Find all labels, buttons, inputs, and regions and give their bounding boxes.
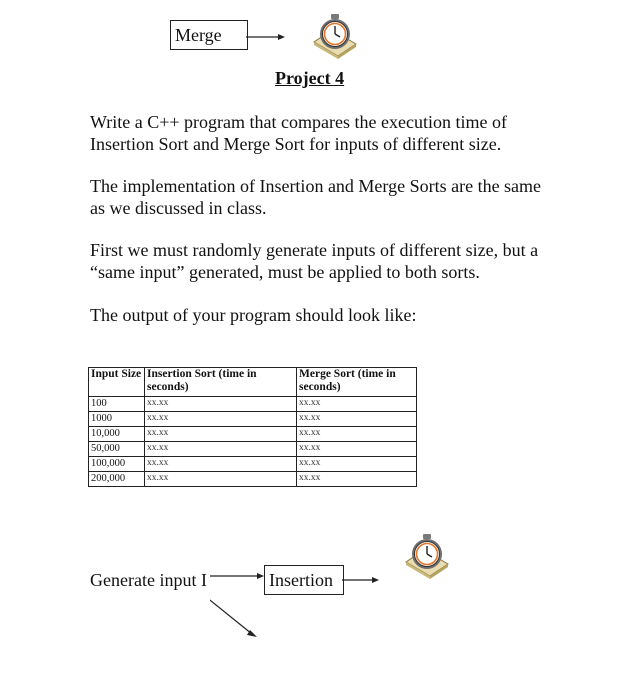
table-row [89, 442, 417, 457]
insertion-arrow [342, 575, 382, 585]
paragraph-intro: Write a C++ program that compares the execution time of Insertion Sort and Merge Sort for inputs of different size. [90, 112, 507, 154]
cell-insertion-time: xx.xx [145, 457, 297, 472]
insertion-box: Insertion [264, 565, 344, 595]
cell-input-size: 100,000 [89, 457, 145, 472]
paragraph-inputs: First we must randomly generate inputs of different size, but a “same input” generated, must be applied to both sorts. [90, 240, 539, 282]
cell-merge-time: xx.xx [297, 412, 417, 427]
stopwatch-icon [400, 532, 452, 587]
stopwatch-icon [308, 12, 360, 67]
table-row [89, 427, 417, 442]
paragraph-implementation: The implementation of Insertion and Merge Sorts are the same as we discussed in class. [90, 176, 542, 218]
table-row [89, 472, 417, 487]
generate-arrows [210, 570, 270, 642]
generate-input-label: Generate input I [90, 570, 207, 590]
table-row [89, 397, 417, 412]
cell-merge-time: xx.xx [297, 427, 417, 442]
header-merge-sort: Merge Sort (time in seconds) [297, 368, 417, 397]
cell-merge-time: xx.xx [297, 457, 417, 472]
cell-insertion-time: xx.xx [145, 442, 297, 457]
cell-input-size: 200,000 [89, 472, 145, 487]
table-row [89, 412, 417, 427]
cell-input-size: 10,000 [89, 427, 145, 442]
results-table [88, 367, 417, 487]
page-title: Project 4 [275, 68, 345, 88]
cell-merge-time: xx.xx [297, 472, 417, 487]
merge-arrow [246, 32, 286, 42]
merge-box: Merge [170, 20, 248, 50]
header-insertion-sort: Insertion Sort (time in seconds) [145, 368, 297, 397]
cell-merge-time: xx.xx [297, 397, 417, 412]
cell-insertion-time: xx.xx [145, 412, 297, 427]
cell-input-size: 100 [89, 397, 145, 412]
table-row [89, 457, 417, 472]
cell-merge-time: xx.xx [297, 442, 417, 457]
results-table-wrapper [88, 367, 417, 487]
cell-insertion-time: xx.xx [145, 427, 297, 442]
cell-insertion-time: xx.xx [145, 397, 297, 412]
table-header-row [89, 368, 417, 397]
cell-input-size: 1000 [89, 412, 145, 427]
cell-input-size: 50,000 [89, 442, 145, 457]
header-input-size: Input Size [89, 368, 145, 397]
cell-insertion-time: xx.xx [145, 472, 297, 487]
paragraph-output: The output of your program should look like: [90, 305, 417, 325]
